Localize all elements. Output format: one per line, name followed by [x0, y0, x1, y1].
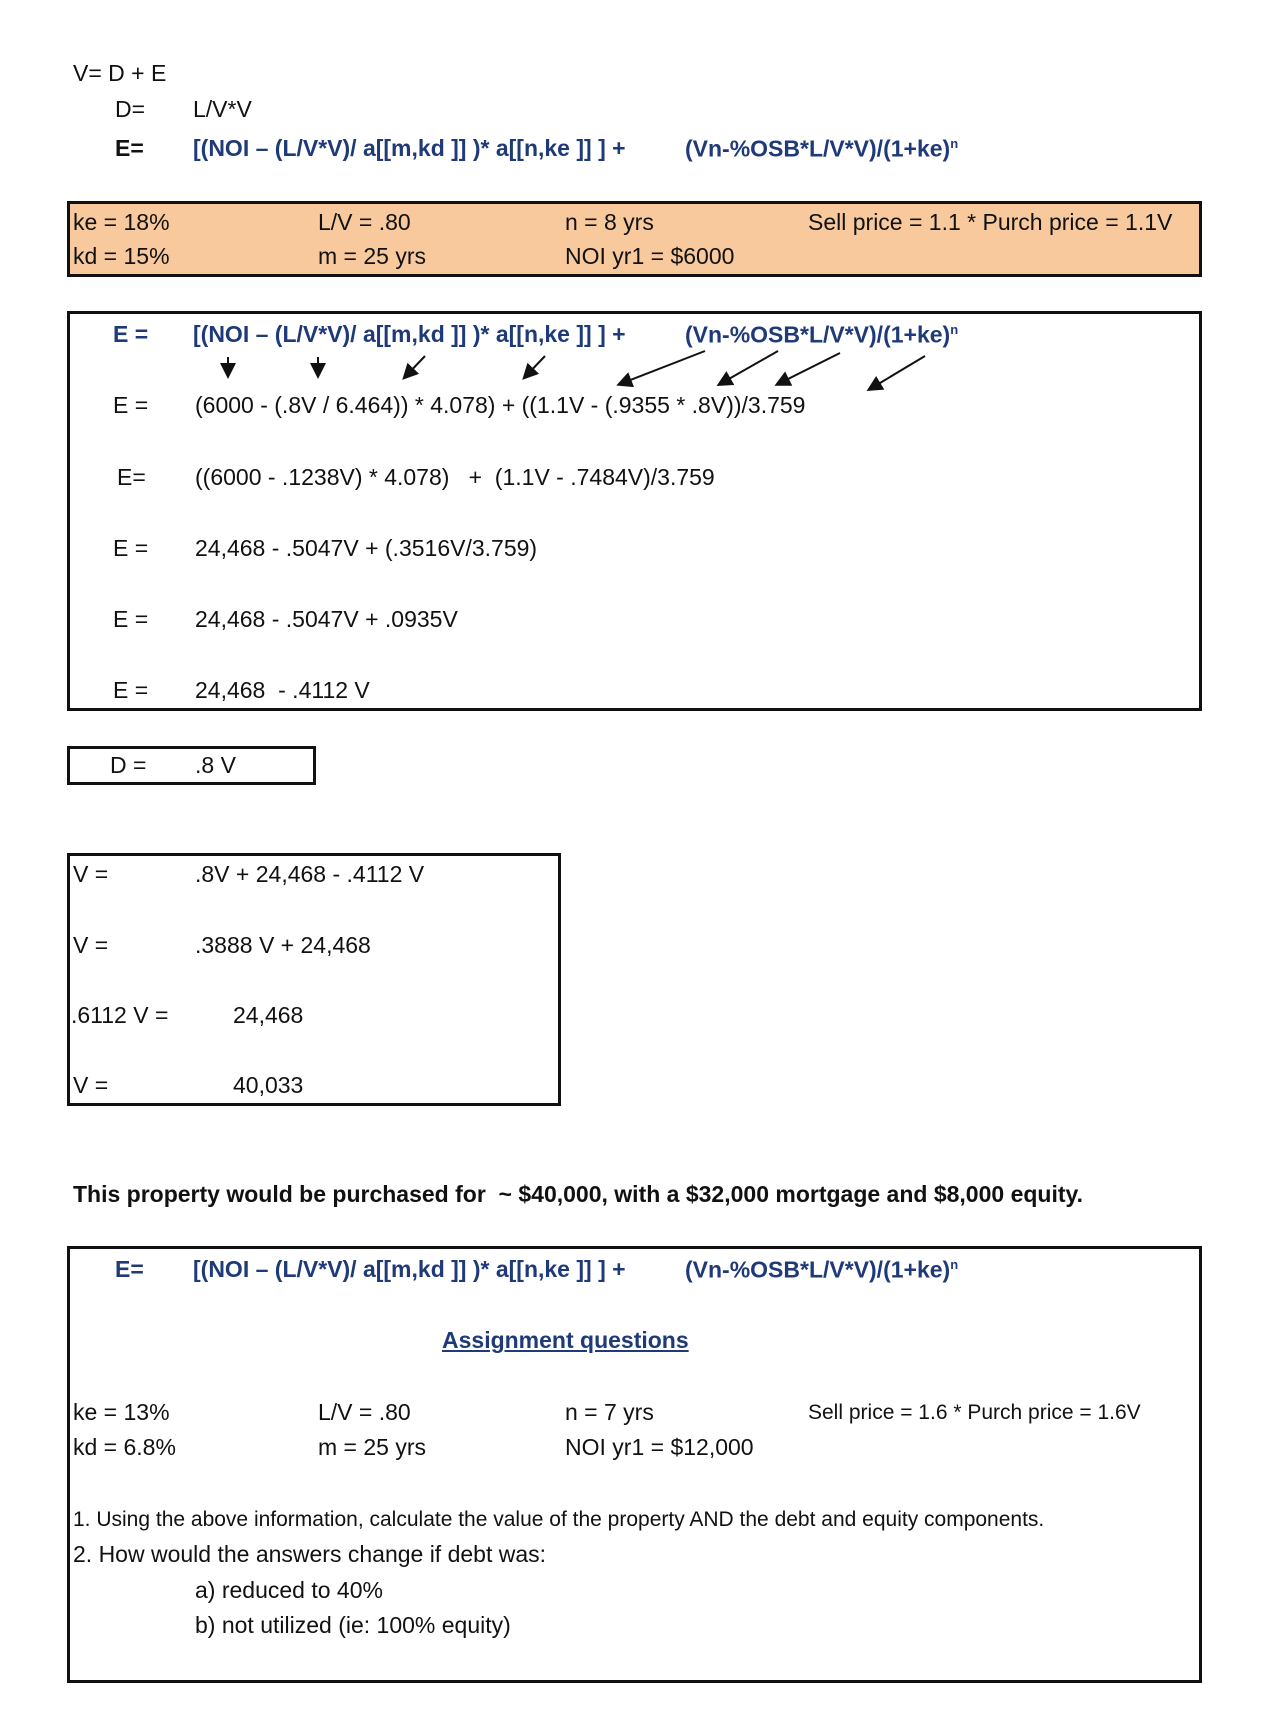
value-step-2-expr: .3888 V + 24,468 — [195, 932, 371, 958]
equity-formula: [(NOI – (L/V*V)/ a[[m,kd ]] )* a[[n,ke ]] ] + — [193, 321, 626, 347]
given-m: m = 25 yrs — [318, 243, 427, 269]
v-equation: V= D + E — [73, 60, 167, 86]
arrow-a-mkd — [405, 356, 425, 377]
equity-formula-label: E = — [113, 321, 149, 347]
step-2-expr: ((6000 - .1238V) * 4.078) + (1.1V - .7484V)/3.759 — [195, 464, 715, 490]
step-2-label: E= — [117, 464, 146, 490]
assignment-title: Assignment questions — [442, 1327, 689, 1353]
step-5-expr: 24,468 - .4112 V — [195, 677, 370, 703]
step-3-expr: 24,468 - .5047V + (.3516V/3.759) — [195, 535, 538, 561]
value-step-2-label: V = — [73, 932, 109, 958]
question-1: 1. Using the above information, calculate the value of the property AND the debt and equity components. — [73, 1508, 1045, 1531]
given-noi: NOI yr1 = $6000 — [565, 243, 735, 269]
given-lv: L/V = .80 — [318, 209, 411, 235]
e-formula: [(NOI – (L/V*V)/ a[[m,kd ]] )* a[[n,ke ]] ] + — [193, 135, 626, 161]
question-2a: a) reduced to 40% — [195, 1577, 383, 1603]
e-formula-tail: $(Vn-\%OSB*L/V*V)/(1+ke)^n$ — [685, 135, 959, 162]
value-step-1-label: V = — [73, 861, 109, 887]
e-label: E= — [115, 135, 144, 161]
step-5-label: E = — [113, 677, 149, 703]
arrow-a-nke — [525, 356, 545, 377]
step-4-label: E = — [113, 606, 149, 632]
arrow-lvv — [778, 353, 840, 384]
arrow-osb — [720, 351, 778, 384]
d-label: D= — [115, 96, 146, 122]
given-sell: Sell price = 1.1 * Purch price = 1.1V — [808, 209, 1173, 235]
assignment-n: n = 7 yrs — [565, 1399, 654, 1425]
given-n: n = 8 yrs — [565, 209, 654, 235]
assignment-kd: kd = 6.8% — [73, 1434, 176, 1460]
assignment-m: m = 25 yrs — [318, 1434, 427, 1460]
step-4-expr: 24,468 - .5047V + .0935V — [195, 606, 458, 632]
value-step-1-expr: .8V + 24,468 - .4112 V — [195, 861, 425, 887]
assignment-lv: L/V = .80 — [318, 1399, 411, 1425]
d-formula: L/V*V — [193, 96, 252, 122]
assignment-formula-tail: $(Vn-\%OSB*L/V*V)/(1+ke)^n$ — [685, 1256, 959, 1283]
step-1-expr: (6000 - (.8V / 6.464)) * 4.078) + ((1.1V - (.9355 * .8V))/3.759 — [195, 392, 806, 418]
step-3-label: E = — [113, 535, 149, 561]
value-step-3-expr: 24,468 — [233, 1002, 304, 1028]
given-ke: ke = 18% — [73, 209, 170, 235]
equity-formula-tail: $(Vn-\%OSB*L/V*V)/(1+ke)^n$ — [685, 321, 959, 348]
assignment-sell: Sell price = 1.6 * Purch price = 1.6V — [808, 1401, 1141, 1424]
assignment-noi: NOI yr1 = $12,000 — [565, 1434, 754, 1460]
given-kd: kd = 15% — [73, 243, 170, 269]
step-1-label: E = — [113, 392, 149, 418]
value-step-4-label: V = — [73, 1072, 109, 1098]
value-step-3-label: .6112 V = — [71, 1002, 169, 1028]
debt-label: D = — [110, 752, 147, 778]
question-2: 2. How would the answers change if debt was: — [73, 1541, 547, 1567]
value-step-4-expr: 40,033 — [233, 1072, 304, 1098]
arrow-vn — [620, 351, 705, 384]
conclusion-text: This property would be purchased for ~ $40,000, with a $32,000 mortgage and $8,000 equity. — [73, 1181, 1083, 1207]
debt-box — [67, 746, 316, 785]
arrow-ke — [870, 356, 925, 389]
value-calc-box — [67, 853, 561, 1106]
assignment-formula: [(NOI – (L/V*V)/ a[[m,kd ]] )* a[[n,ke ]] ] + — [193, 1256, 626, 1282]
question-2b: b) not utilized (ie: 100% equity) — [195, 1612, 511, 1638]
assignment-ke: ke = 13% — [73, 1399, 170, 1425]
assignment-formula-label: E= — [115, 1256, 144, 1282]
debt-expr: .8 V — [195, 752, 236, 778]
